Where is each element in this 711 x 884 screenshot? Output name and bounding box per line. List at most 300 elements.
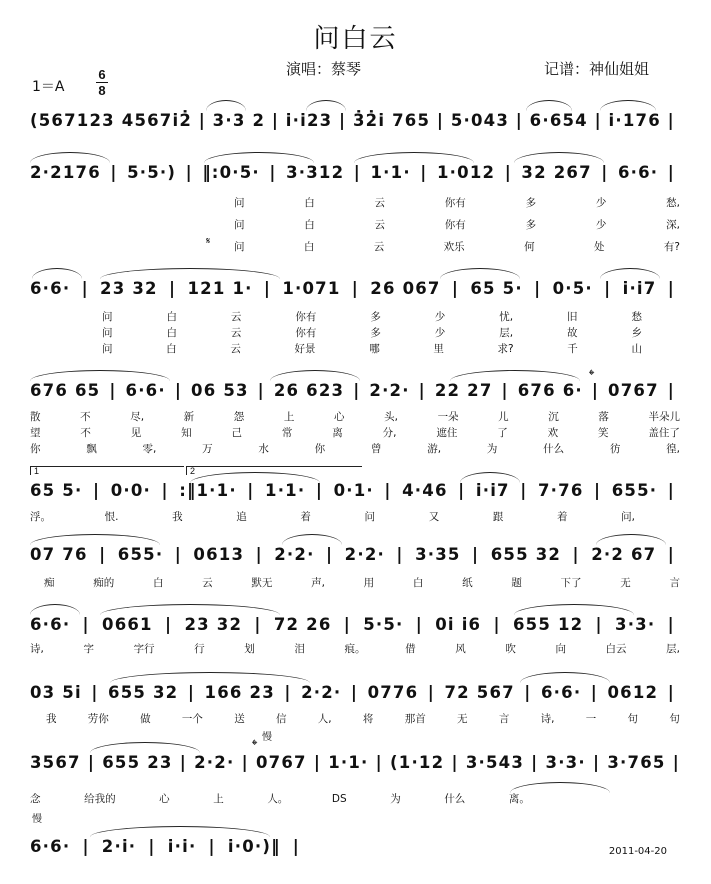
bar-line: |: [292, 837, 300, 856]
bar-line: |: [601, 163, 609, 182]
lyric-syllable: 字: [83, 643, 94, 655]
lyric-syllable: 离: [332, 427, 343, 439]
measure: 655 32: [490, 545, 562, 564]
lyric-syllable: 层,: [666, 643, 680, 655]
measure: 655·: [117, 545, 164, 564]
measure: 0·0·: [110, 481, 152, 500]
lyric-syllable: 沉: [548, 411, 559, 423]
lyric-syllable: 泪: [294, 643, 305, 655]
bar-line: |: [198, 111, 206, 130]
measure: 3·765: [607, 753, 666, 772]
bar-line: |: [458, 481, 466, 500]
staff-row-2: [30, 160, 675, 186]
measure: 4·46: [402, 481, 448, 500]
lyric-syllable: 少: [595, 219, 607, 231]
measure: 655 12: [512, 615, 584, 634]
measure: 2·2·: [369, 381, 410, 400]
lyric-syllable: 无: [620, 577, 631, 589]
lyric-syllable: 曾: [370, 443, 382, 455]
measure: 0776: [367, 683, 419, 702]
lyric-syllable: 跟: [492, 511, 504, 523]
measure: 655 23: [102, 753, 173, 772]
bar-line: |: [501, 381, 509, 400]
bar-line: |: [604, 279, 612, 298]
lyric-syllable: 做: [140, 713, 151, 725]
lyric-syllable: 你有: [444, 197, 466, 209]
lyric-line: [30, 442, 680, 456]
bar-line: |: [420, 163, 428, 182]
measure: 6·6·: [30, 615, 71, 634]
lyric-syllable: 你: [30, 443, 41, 455]
bar-line: |: [590, 683, 599, 702]
bar-line: |: [174, 381, 183, 400]
bar-line: |: [254, 615, 262, 634]
lyric-syllable: 着: [300, 511, 311, 523]
measure: 3·3 2: [212, 111, 266, 130]
coda-mark: 𝄌: [589, 366, 595, 384]
slow-marking: 慢: [262, 732, 272, 743]
bar-line: |: [269, 163, 277, 182]
lyric-syllable: 笑: [597, 427, 609, 439]
lyric-line: [30, 218, 680, 232]
lyric-syllable: 愁,: [666, 197, 680, 209]
bar-line: |: [168, 279, 177, 298]
lyric-syllable: 又: [428, 511, 440, 523]
lyric-syllable: 有?: [663, 241, 680, 253]
lyric-syllable: 白: [166, 311, 177, 323]
lyric-syllable: 知: [181, 427, 192, 439]
coda-mark: 𝄌: [252, 736, 258, 754]
measure: 655·: [611, 481, 658, 500]
bar-line: |: [451, 279, 460, 298]
lyric-syllable: 白云: [605, 643, 627, 655]
lyric-syllable: 怨: [233, 411, 245, 423]
measure: 1·1·: [328, 753, 369, 772]
measure: 2·2·: [301, 683, 342, 702]
bar-line: |: [667, 111, 675, 130]
bar-line: |: [667, 545, 675, 564]
lyric-syllable: 云: [230, 327, 242, 339]
measure: 2·2 67: [591, 545, 657, 564]
lyric-syllable: 零,: [142, 443, 157, 455]
bar-line: |: [92, 481, 101, 500]
lyric-line: [30, 426, 680, 440]
staff-row-4: [30, 378, 675, 404]
lyric-syllable: 多: [525, 197, 537, 209]
measure: 166 23: [204, 683, 275, 702]
lyric-syllable: 忧,: [499, 311, 514, 323]
bar-line: |: [472, 545, 480, 564]
measure: 6·6·: [541, 683, 582, 702]
lyric-syllable: 云: [202, 577, 213, 589]
bar-line: |: [174, 545, 182, 564]
lyric-syllable: 字行: [133, 643, 155, 655]
lyric-syllable: 游,: [427, 443, 442, 455]
lyric-syllable: 常: [281, 427, 293, 439]
lyric-syllable: 徨,: [666, 443, 680, 455]
bar-line: |: [594, 481, 602, 500]
measure: 26 067: [370, 279, 441, 298]
bar-line: |: [91, 683, 99, 702]
lyric-syllable: 痴的: [93, 577, 115, 589]
bar-line: |: [161, 481, 169, 500]
lyric-syllable: 乡: [631, 327, 642, 339]
lyric-syllable: 少: [434, 327, 446, 339]
bar-line: |: [351, 279, 360, 298]
lyric-syllable: 下了: [560, 577, 582, 589]
lyric-syllable: 了: [497, 427, 508, 439]
lyric-syllable: 千: [567, 343, 578, 355]
bar-line: |: [572, 545, 580, 564]
measure: 2·2·: [194, 753, 235, 772]
lyric-syllable: 追: [236, 511, 247, 523]
measure: (1·12: [390, 753, 445, 772]
lyric-syllable: 诗,: [30, 643, 44, 655]
lyric-line: [30, 576, 680, 590]
lyric-line: [30, 642, 680, 656]
lyric-syllable: 言: [498, 713, 510, 725]
lyric-syllable: 一个: [181, 713, 203, 725]
lyric-syllable: 儿: [498, 411, 509, 423]
bar-line: |: [515, 111, 523, 130]
lyric-syllable: 处: [593, 241, 605, 253]
lyric-syllable: 愁: [631, 311, 642, 323]
lyric-syllable: 上: [283, 411, 295, 423]
measure: 6·6·: [30, 279, 71, 298]
lyric-syllable: 飘: [86, 443, 97, 455]
bar-line: |: [667, 615, 675, 634]
bar-line: |: [326, 545, 334, 564]
volta-2: 2: [186, 466, 362, 475]
measure: 1·012: [437, 163, 496, 182]
lyric-syllable: 问: [234, 219, 245, 231]
lyric-syllable: 那首: [404, 713, 426, 725]
lyric-syllable: 里: [433, 343, 444, 355]
lyric-syllable: 少: [434, 311, 446, 323]
bar-line: |: [339, 111, 347, 130]
transcriber: 记谱：神仙姐姐: [544, 60, 650, 78]
lyric-syllable: 我: [172, 511, 183, 523]
lyric-syllable: 划: [244, 643, 255, 655]
lyric-syllable: 山: [631, 343, 642, 355]
bar-line: |: [271, 111, 280, 130]
lyric-syllable: 人。: [267, 793, 289, 805]
bar-line: |: [353, 163, 361, 182]
measure: 2·2·: [274, 545, 315, 564]
lyric-syllable: 声,: [311, 577, 325, 589]
bar-line: |: [284, 683, 292, 702]
time-signature: 6 8: [96, 68, 108, 97]
singer: 演唱：蔡琴: [286, 60, 362, 78]
measure: 7·76: [537, 481, 584, 500]
bar-line: |: [110, 163, 118, 182]
measure: 121 1·: [187, 279, 253, 298]
lyric-syllable: 欢乐: [443, 241, 465, 253]
lyric-syllable: 白: [152, 577, 164, 589]
lyric-syllable: 遮住: [436, 427, 458, 439]
lyric-syllable: 为: [486, 443, 498, 455]
measure: 0661: [102, 615, 153, 634]
bar-line: |: [81, 279, 89, 298]
measure: 3·3·: [615, 615, 656, 634]
staff-row-3: [30, 276, 675, 302]
lyric-syllable: 少: [595, 197, 607, 209]
lyric-syllable: 人,: [317, 713, 332, 725]
lyric-line: [30, 712, 680, 726]
bar-line: |: [179, 753, 187, 772]
lyric-syllable: 你有: [295, 311, 317, 323]
lyric-syllable: 水: [258, 443, 269, 455]
measure: (567123 4567i2̇: [30, 111, 193, 130]
lyric-syllable: 多: [370, 311, 381, 323]
measure: 06 53: [191, 381, 249, 400]
bar-line: |: [667, 381, 675, 400]
measure: 0612: [607, 683, 659, 702]
lyric-syllable: 默无: [251, 577, 273, 589]
bar-line: |: [595, 615, 603, 634]
lyric-syllable: 问: [234, 197, 245, 209]
lyric-syllable: 着: [556, 511, 568, 523]
lyric-syllable: 什么: [444, 793, 466, 805]
lyric-syllable: 头,: [384, 411, 398, 423]
lyric-syllable: 层,: [499, 327, 514, 339]
bar-line: |: [396, 545, 404, 564]
measure: 32 267: [521, 163, 592, 182]
lyric-syllable: 欢: [547, 427, 559, 439]
measure: 0613: [193, 545, 245, 564]
bar-line: |: [667, 481, 675, 500]
measure: 5·043: [450, 111, 510, 130]
measure: ‖:0·5·: [202, 163, 260, 182]
bar-line: |: [524, 683, 532, 702]
bar-line: |: [82, 837, 90, 856]
lyric-syllable: 白: [303, 241, 315, 253]
measure: 0767: [608, 381, 659, 400]
lyric-syllable: 分,: [382, 427, 397, 439]
measure: 2·2·: [344, 545, 385, 564]
measure: 6·6·: [125, 381, 166, 400]
bar-line: |: [667, 279, 675, 298]
lyric-syllable: 我: [46, 713, 57, 725]
measure: 23 32: [100, 279, 158, 298]
lyric-syllable: 问: [102, 311, 113, 323]
bar-line: |: [187, 683, 196, 702]
measure: 2·i·: [101, 837, 137, 856]
lyric-syllable: 你有: [295, 327, 317, 339]
bar-line: |: [241, 753, 249, 772]
lyric-syllable: 风: [455, 643, 466, 655]
lyric-syllable: 上: [213, 793, 224, 805]
lyric-syllable: 借: [405, 643, 416, 655]
measure: 23 32: [184, 615, 243, 634]
lyric-syllable: 哪: [369, 343, 380, 355]
lyric-syllable: 题: [511, 577, 522, 589]
volta-1: 1: [30, 466, 184, 475]
measure: 65 5·: [470, 279, 523, 298]
measure: 72 567: [444, 683, 515, 702]
lyric-syllable: 求?: [497, 343, 514, 355]
measure: 655 32: [108, 683, 179, 702]
lyric-line: [30, 196, 680, 210]
lyric-syllable: 恨.: [104, 511, 119, 523]
bar-line: |: [375, 753, 383, 772]
lyric-syllable: 你: [314, 443, 326, 455]
bar-line: |: [185, 163, 193, 182]
lyric-syllable: 什么: [543, 443, 565, 455]
lyric-syllable: 尽,: [130, 411, 145, 423]
bar-line: |: [672, 753, 680, 772]
lyric-syllable: 用: [363, 577, 375, 589]
measure: 1·071: [282, 279, 341, 298]
lyric-syllable: 半朵儿: [648, 411, 680, 423]
lyric-line: [30, 792, 530, 806]
lyric-syllable: 云: [373, 241, 385, 253]
measure: 26 623: [273, 381, 345, 400]
measure: 0·1·: [333, 481, 374, 500]
bar-line: |: [493, 615, 501, 634]
bar-line: |: [418, 381, 426, 400]
bar-line: |: [315, 481, 324, 500]
measure: 07 76: [30, 545, 88, 564]
lyric-syllable: 白: [304, 197, 315, 209]
measure: 676 65: [30, 381, 101, 400]
lyric-syllable: 念: [30, 793, 41, 805]
measure: 5·5·: [363, 615, 404, 634]
lyric-line: [30, 240, 680, 254]
lyric-syllable: 白: [166, 327, 177, 339]
bar-line: |: [99, 545, 107, 564]
lyric-syllable: 信: [275, 713, 287, 725]
lyric-syllable: 言: [669, 577, 680, 589]
bar-line: |: [427, 683, 435, 702]
measure: 676 6·: [517, 381, 583, 400]
bar-line: |: [415, 615, 423, 634]
lyric-syllable: 向: [555, 643, 566, 655]
lyric-syllable: 痕。: [344, 643, 366, 655]
bar-line: |: [313, 753, 322, 772]
measure: 0i i6: [435, 615, 482, 634]
lyric-line: [30, 342, 642, 356]
lyric-syllable: 浮。: [30, 511, 51, 523]
measure: :‖1·1·: [179, 481, 237, 500]
measure: 3·543: [465, 753, 525, 772]
bar-line: |: [87, 753, 96, 772]
staff-row-7: [30, 612, 675, 638]
bar-line: |: [534, 279, 542, 298]
lyric-syllable: 散: [30, 411, 41, 423]
key-signature: 1＝A: [32, 79, 65, 95]
measure: i·i23: [285, 111, 333, 130]
measure: 22 27: [434, 381, 493, 400]
staff-row-8: [30, 680, 675, 706]
measure: 2·2176: [30, 163, 101, 182]
bar-line: |: [164, 615, 173, 634]
measure: 3567: [30, 753, 81, 772]
measure: 6·654: [529, 111, 588, 130]
lyric-syllable: 送: [234, 713, 245, 725]
bar-line: |: [667, 683, 675, 702]
lyric-syllable: 云: [374, 219, 386, 231]
segno-mark: 𝄋: [206, 236, 211, 247]
lyric-syllable: 不: [80, 427, 91, 439]
measure: 5·5·): [127, 163, 177, 182]
bar-line: |: [591, 381, 600, 400]
bar-line: |: [520, 481, 528, 500]
bar-line: |: [592, 753, 601, 772]
lyric-syllable: 吹: [505, 643, 516, 655]
lyric-syllable: 问: [364, 511, 376, 523]
lyric-syllable: 给我的: [84, 793, 116, 805]
bar-line: |: [82, 615, 90, 634]
lyric-syllable: 云: [230, 311, 242, 323]
bar-line: |: [353, 381, 361, 400]
measure: 0·5·: [552, 279, 593, 298]
lyric-syllable: 彷: [609, 443, 621, 455]
lyric-syllable: 问: [234, 241, 245, 253]
lyric-syllable: 万: [202, 443, 213, 455]
lyric-syllable: 新: [183, 411, 195, 423]
bar-line: |: [384, 481, 392, 500]
bar-line: |: [109, 381, 117, 400]
bar-line: |: [257, 381, 265, 400]
lyric-line: [30, 326, 642, 340]
lyric-syllable: 己: [231, 427, 242, 439]
lyric-syllable: 将: [362, 713, 374, 725]
lyric-syllable: 劳你: [87, 713, 109, 725]
lyric-syllable: 句: [627, 713, 639, 725]
lyric-syllable: 多: [525, 219, 537, 231]
lyric-syllable: 故: [567, 327, 578, 339]
measure: i·i·: [167, 837, 197, 856]
lyric-line: [30, 310, 642, 324]
bar-line: |: [255, 545, 263, 564]
bar-line: |: [148, 837, 156, 856]
lyric-syllable: 你有: [444, 219, 466, 231]
staff-row-10: [30, 834, 300, 860]
lyric-line: [30, 410, 680, 424]
measure: 0767: [255, 753, 307, 772]
measure: 6·6·: [617, 163, 659, 182]
staff-row-6: [30, 542, 675, 568]
lyric-syllable: 望: [30, 427, 41, 439]
lyric-syllable: 见: [130, 427, 142, 439]
measure: 03 5i: [30, 683, 82, 702]
lyric-syllable: 问,: [621, 511, 635, 523]
lyric-syllable: 落: [598, 411, 609, 423]
bar-line: |: [263, 279, 272, 298]
bar-line: |: [247, 481, 255, 500]
lyric-syllable: 盖住了: [648, 427, 680, 439]
lyric-syllable: 旧: [567, 311, 578, 323]
bar-line: |: [531, 753, 539, 772]
measure: 1·1·: [370, 163, 411, 182]
lyric-syllable: 一朵: [437, 411, 459, 423]
lyric-syllable: 心: [159, 793, 170, 805]
measure: i·176: [608, 111, 661, 130]
staff-row-5: [30, 478, 675, 504]
lyric-syllable: 纸: [462, 577, 473, 589]
measure: 3·312: [286, 163, 345, 182]
lyric-syllable: 离。: [508, 793, 530, 805]
bar-line: |: [350, 683, 359, 702]
measure: i·i7: [622, 279, 657, 298]
song-title: 问白云: [313, 24, 398, 54]
lyric-syllable: 白: [166, 343, 177, 355]
bar-line: |: [208, 837, 216, 856]
lyric-syllable: 何: [524, 241, 535, 253]
measure: 3·3·: [545, 753, 586, 772]
lyric-syllable: 问: [102, 327, 113, 339]
